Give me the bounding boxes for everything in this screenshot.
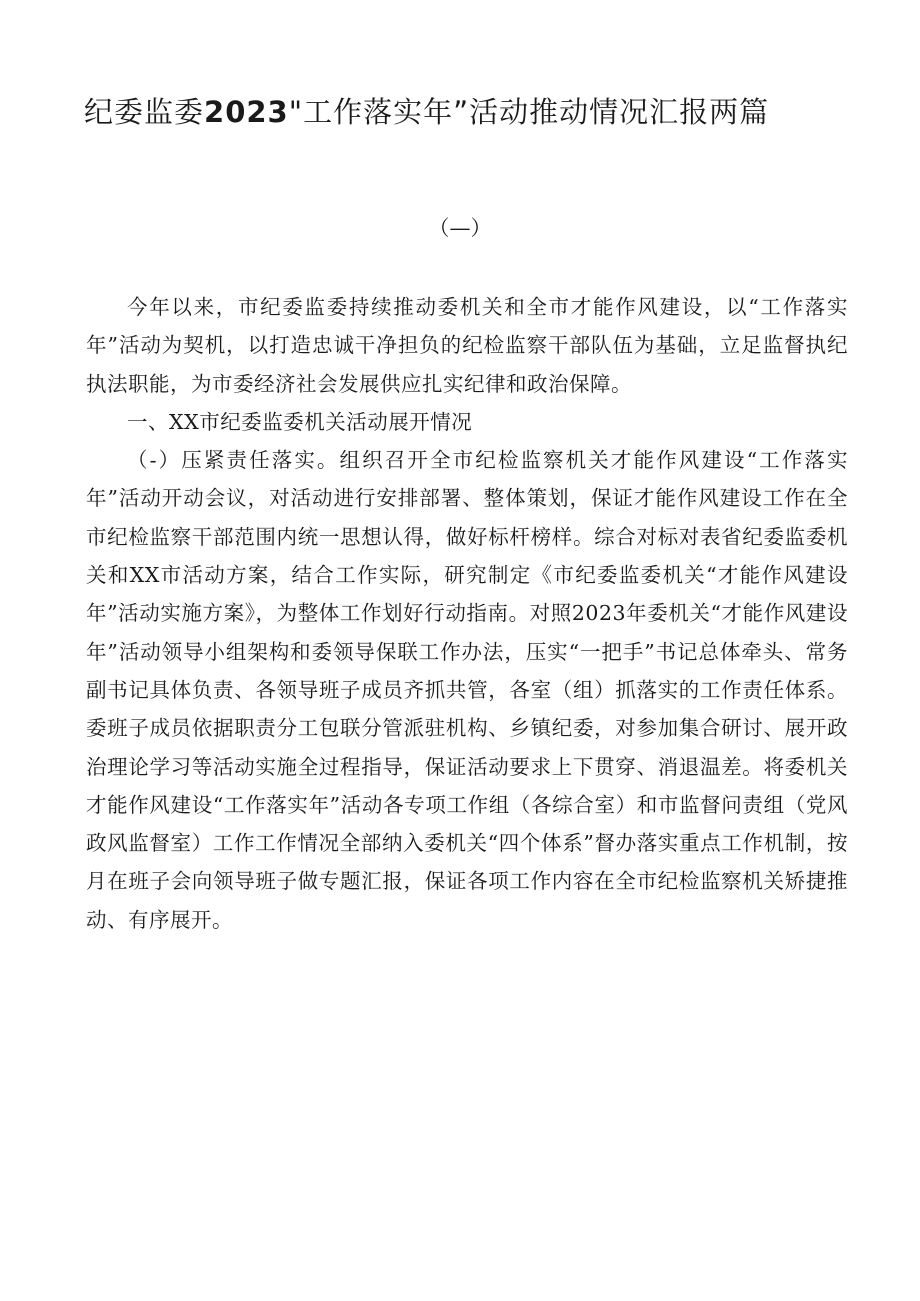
section-heading: 一、XX市纪委监委机关活动展开情况 bbox=[127, 409, 473, 434]
title-suffix: "工作落实年”活动推动情况汇报两篇 bbox=[288, 95, 770, 129]
section-number: （—） bbox=[428, 216, 492, 240]
body-paragraph: （-）压紧责任落实。组织召开全市纪检监察机关才能作风建设“工作落实年”活动开动会议，对活动进行安排部署、整体策划，保证才能作风建设工作在全市纪检监察干部范围内统一思想认得，做好标杆榜样。综合对标对表省纪委监委机关和XX市活动方案，结合工作实际，研究制定《市纪委监委机关“才能作风建设年”活动实施方案》，为整体工作划好行动指南。对照2023年委机关“才能作风建设年”活动领导小组架构和委领导保联工作办法，压实“一把手”书记总体牵头、常务副书记具体负责、各领导班子成员齐抓共管，各室（组）抓落实的工作责任体系。委班子成员依据职责分工包联分管派驻机构、乡镇纪委，对参加集合研讨、展开政治理论学习等活动实施全过程指导，保证活动要求上下贯穿、消退温差。将委机关才能作风建设“工作落实年”活动各专项工作组（各综合室）和市监督问责组（党风政风监督室）工作工作情况全部纳入委机关“四个体系”督办落实重点工作机制，按月在班子会向领导班子做专题汇报，保证各项工作内容在全市纪检监察机关矫捷推动、有序展开。 bbox=[86, 448, 848, 932]
title-prefix: 纪委监委 bbox=[84, 95, 205, 129]
title-year: 2023 bbox=[204, 95, 289, 129]
document-title bbox=[84, 92, 844, 132]
intro-paragraph: 今年以来，市纪委监委持续推动委机关和全市才能作风建设，以“工作落实年”活动为契机，以打造忠诚干净担负的纪检监察干部队伍为基础，立足监督执纪执法职能，为市委经济社会发展供应扎实纪律和政治保障。 bbox=[86, 295, 848, 396]
document-body bbox=[86, 288, 848, 939]
